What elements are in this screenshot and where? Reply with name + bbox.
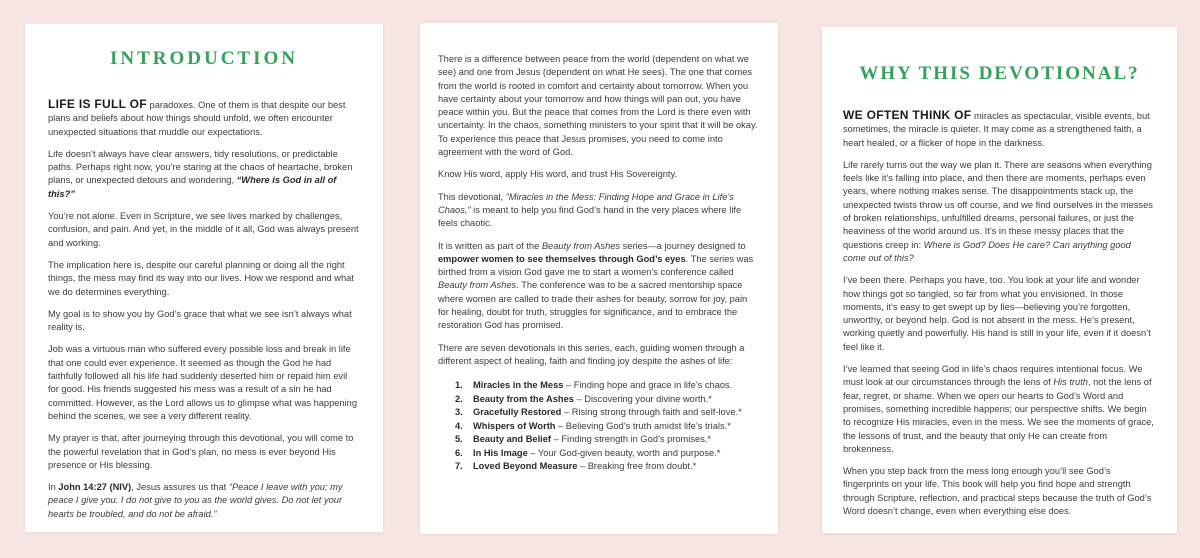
devotional-series-list: [438, 379, 760, 474]
paragraph: In John 14:27 (NIV), Jesus assures us that “Peace I leave with you; my peace I give you. I do not give to you as the world gives. Do not let your hearts be troubled, and do not be afraid.”: [48, 482, 343, 519]
paragraph: This devotional, “Miracles in the Mess: Finding Hope and Grace in Life’s Chaos,” is meant to help you find God’s hand in the very places where life feels chaotic.: [438, 191, 742, 229]
paragraph: Know His word, apply His word, and trust His Sovereignty.: [438, 169, 678, 180]
series-list-item: 5. Beauty and Belief – Finding strength in God’s promises.*: [455, 434, 712, 445]
paragraph: LIFE IS FULL OF paradoxes. One of them is that despite our best plans and beliefs about how things should unfold, we often encounter unexpected situations that muddle our expectations.: [48, 97, 346, 137]
paragraph: I’ve learned that seeing God in life’s chaos requires intentional focus. We must look at our circumstances through the lens of His truth, not the lens of fear, regret, or shame. When we open our hearts to God’s Word and promises, something incredible happens; our perspective shifts. We begin to recognize His miracles, even in the mess. We see the moments of grace, the lessons of trust, and the beauty that only He can create from brokenness.: [843, 364, 1154, 454]
paragraph: You’re not alone. Even in Scripture, we see lives marked by challenges, confusion, and pain. And yet, in the middle of it all, God was always present and working.: [48, 211, 359, 248]
paragraph: Life doesn’t always have clear answers, tidy resolutions, or predictable paths. Perhaps right now, you’re staring at the chaos of heartache, broken plans, or unexpected detours and wondering, “Where is God in all of this?”: [48, 148, 353, 199]
series-list-item: 3. Gracefully Restored – Rising strong through faith and self-love.*: [455, 407, 742, 418]
why-this-devotional-body: [843, 109, 1156, 518]
paragraph: There are seven devotionals in this series, each, guiding women through a different aspect of healing, faith and finding joy despite the ashes of life:: [438, 342, 745, 366]
paragraph: Life rarely turns out the way we plan it. There are seasons when everything feels like it’s falling into place, and then there are moments, perhaps even years, where nothing makes sense. The disappointments stack up, the unexpected twists throw us off course, and we find ourselves in the messes of broken relationships, unfulfilled dreams, personal failures, or just the heaviness of the world around us. It’s in these messy places that the questions creep in: Where is God? Does He care? Can anything good come out of this?: [843, 159, 1153, 263]
page-title-introduction: INTRODUCTION: [109, 48, 299, 69]
paragraph: It is written as part of the Beauty from Ashes series—a journey designed to empower women to see themselves through God’s eyes. The series was birthed from a vision God gave me to start a women’s conference called Beauty from Ashes. The conference was to be a sacred mentorship space where women are called to trade their ashes for beauty, sorrow for joy, pain for healing, doubt for truth, struggles for significance, and to embrace the restoration God has promised.: [438, 240, 754, 331]
series-list-item: 4. Whispers of Worth – Believing God’s truth amidst life’s trials.*: [455, 420, 731, 431]
page-introduction: [25, 24, 383, 532]
series-list-item: 2. Beauty from the Ashes – Discovering your divine worth.*: [455, 393, 712, 404]
series-list-item: 6. In His Image – Your God-given beauty, worth and purpose.*: [455, 447, 721, 458]
paragraph: My prayer is that, after journeying through this devotional, you will come to the powerful revelation that in God’s plan, no mess is ever beyond His presence or His blessing.: [48, 433, 354, 470]
paragraph: My goal is to show you by God’s grace that what we see isn’t always what reality is.: [48, 308, 352, 333]
paragraph: Job was a virtuous man who suffered every possible loss and break in life that one could ever experience. It seemed as though the God he had faithfully followed all his life had suddenly deserted him or repaid him evil for good. His friends suggested his mess was a result of a sin he had committed. However, as the Lord allows us to glimpse what was happening behind the scenes, we see a very different reality.: [48, 344, 358, 421]
paragraph: I’ve been there. Perhaps you have, too. You look at your life and wonder how things got so tangled, so far from what you envisioned. In those moments, it’s easy to get swept up by lies—believing you’re forgotten, unworthy, or beyond help. God is not absent in the mess. He’s present, working quietly and powerfully. His hand is still in your life, even if it doesn’t feel like it.: [843, 275, 1151, 352]
paragraph: WE OFTEN THINK OF miracles as spectacular, visible events, but sometimes, the miracle is quieter. It may come as a strengthened faith, a heart healed, or a flicker of hope in the darkness.: [843, 108, 1150, 148]
paragraph: When you step back from the mess long enough you’ll see God’s fingerprints on your life. This book will help you find hope and strength through Scripture, reflection, and practical steps because the truth of God’s Word doesn’t change, even when everything else does.: [843, 466, 1152, 517]
page-series-overview: [420, 23, 778, 534]
paragraph: The implication here is, despite our careful planning or doing all the right things, the mess may find its way into our lives. How we respond and what we do determines everything.: [48, 259, 354, 297]
introduction-body: [48, 98, 360, 521]
page-why-this-devotional: [822, 27, 1177, 533]
series-overview-body: [438, 53, 760, 368]
series-list-item: 1. Miracles in the Mess – Finding hope and grace in life’s chaos.: [455, 380, 733, 391]
series-list-item: 7. Loved Beyond Measure – Breaking free from doubt.*: [455, 461, 697, 472]
page-title-why-this-devotional: WHY THIS DEVOTIONAL?: [859, 63, 1140, 84]
paragraph: There is a difference between peace from the world (dependent on what we see) and one from Jesus (dependent on what He sees). The one that comes from the world is rooted in comfort and certainty about tomorrow. When you have certainty about your tomorrow and how things will pan out, you have peace within you. But the peace that comes from the Lord is there even with uncertainty. In the chaos, something ministers to your spirit that it will be okay. To experience this peace that Jesus promises, you need to come into agreement with the word of God.: [438, 54, 758, 158]
